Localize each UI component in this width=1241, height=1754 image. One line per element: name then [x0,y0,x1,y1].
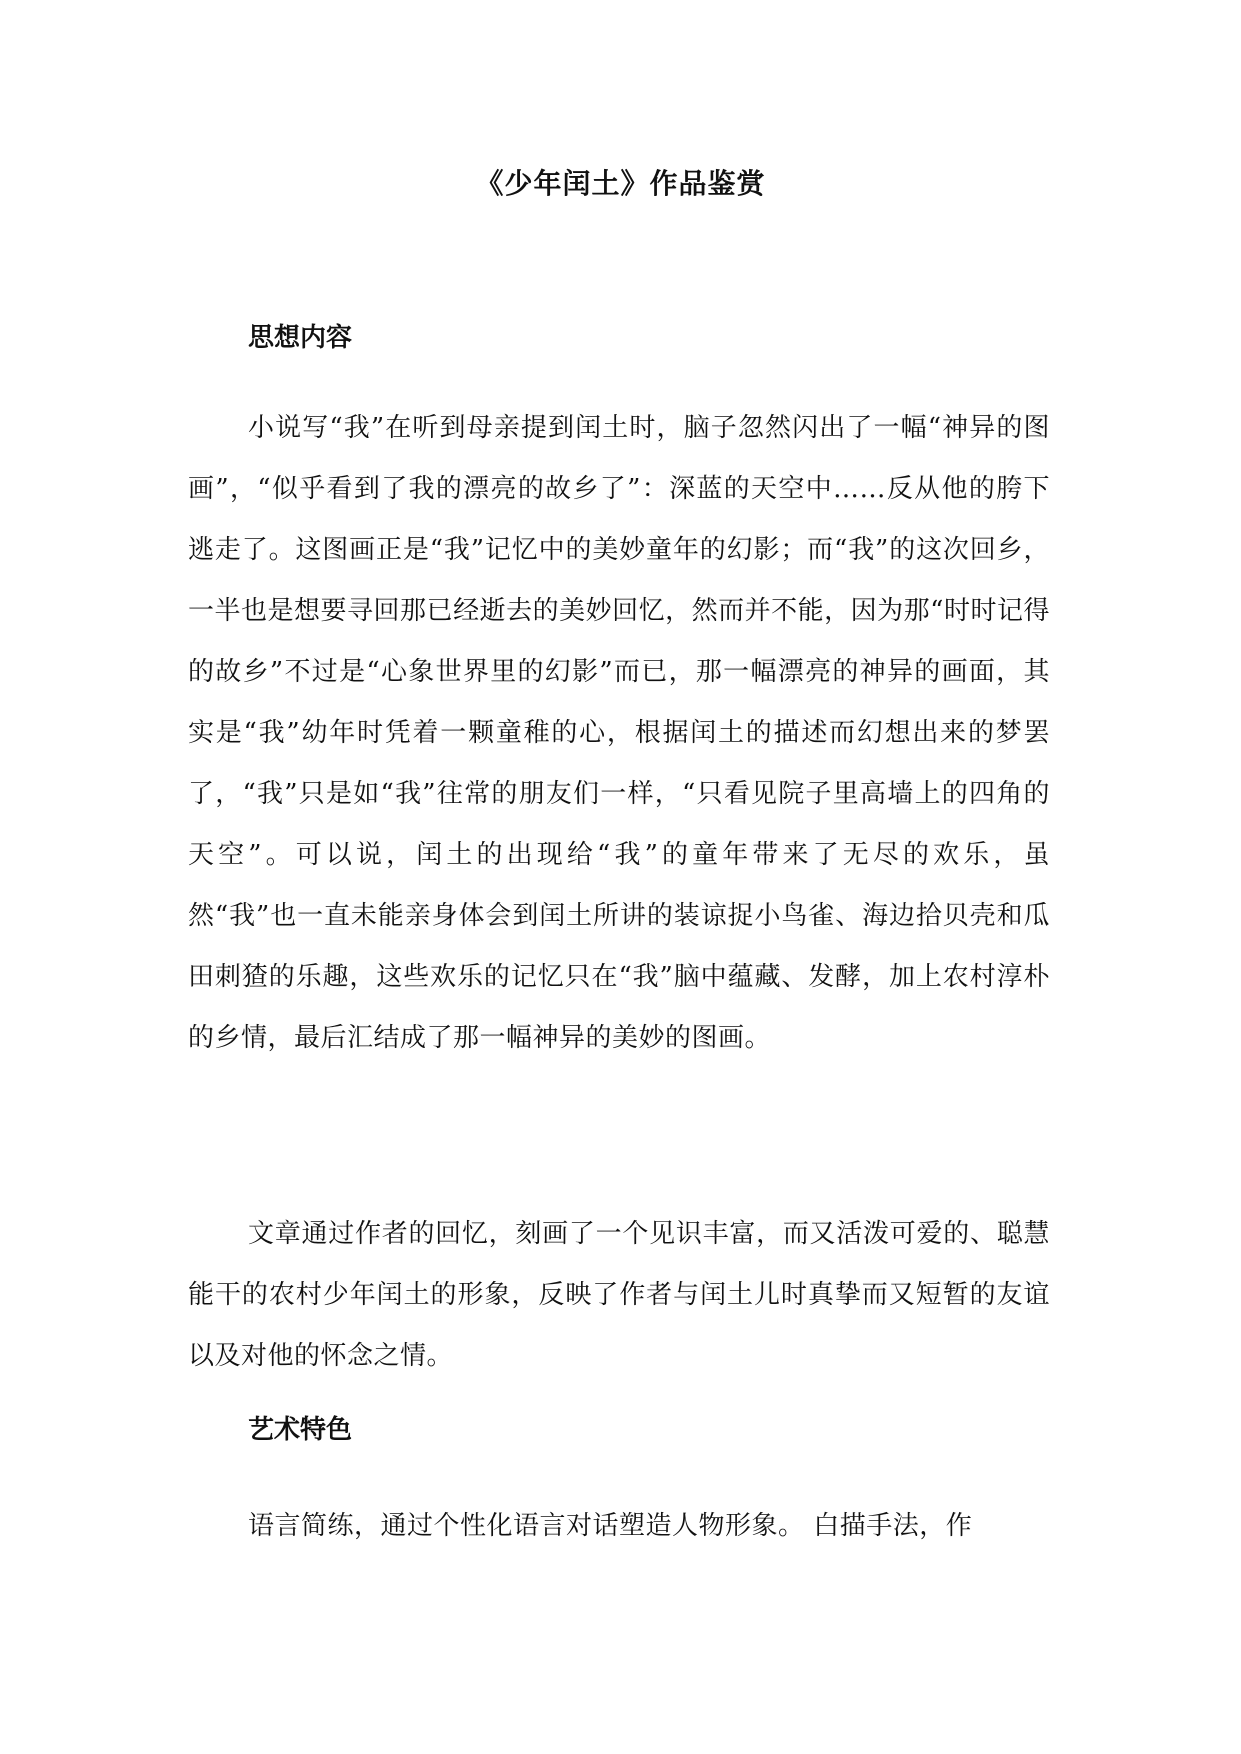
section-heading-thought-content: 思想内容 [248,323,353,353]
section-heading-artistic-features: 艺术特色 [248,1415,353,1445]
paragraph: 文章通过作者的回忆，刻画了一个见识丰富，而又活泼可爱的、聪慧能干的农村少年闰土的形象，反映了作者与闰土儿时真挚而又短暂的友谊以及对他的怀念之情。 [188,1219,1050,1371]
paragraph: 小说写“我”在听到母亲提到闰土时，脑子忽然闪出了一幅“神异的图画”，“似乎看到了我的漂亮的故乡了”：深蓝的天空中……反从他的胯下逃走了。这图画正是“我”记忆中的美妙童年的幻影；而“我”的这次回乡，一半也是想要寻回那已经逝去的美妙回忆，然而并不能，因为那“时时记得的故乡”不过是“心象世界里的幻影”而已，那一幅漂亮的神异的画面，其实是“我”幼年时凭着一颗童稚的心，根据闰土的描述而幻想出来的梦罢了，“我”只是如“我”往常的朋友们一样，“只看见院子里高墙上的四角的天空”。可以说，闰土的出现给“我”的童年带来了无尽的欢乐，虽然“我”也一直未能亲身体会到闰土所讲的装谅捉小鸟雀、海边拾贝壳和瓜田刺猹的乐趣，这些欢乐的记忆只在“我”脑中蕴藏、发酵，加上农村淳朴的乡情，最后汇结成了那一幅神异的美妙的图画。 [188,413,1050,1053]
paragraph: 语言简练，通过个性化语言对话塑造人物形象。 白描手法，作 [248,1511,973,1541]
document-title: 《少年闰土》作品鉴赏 [475,167,766,200]
